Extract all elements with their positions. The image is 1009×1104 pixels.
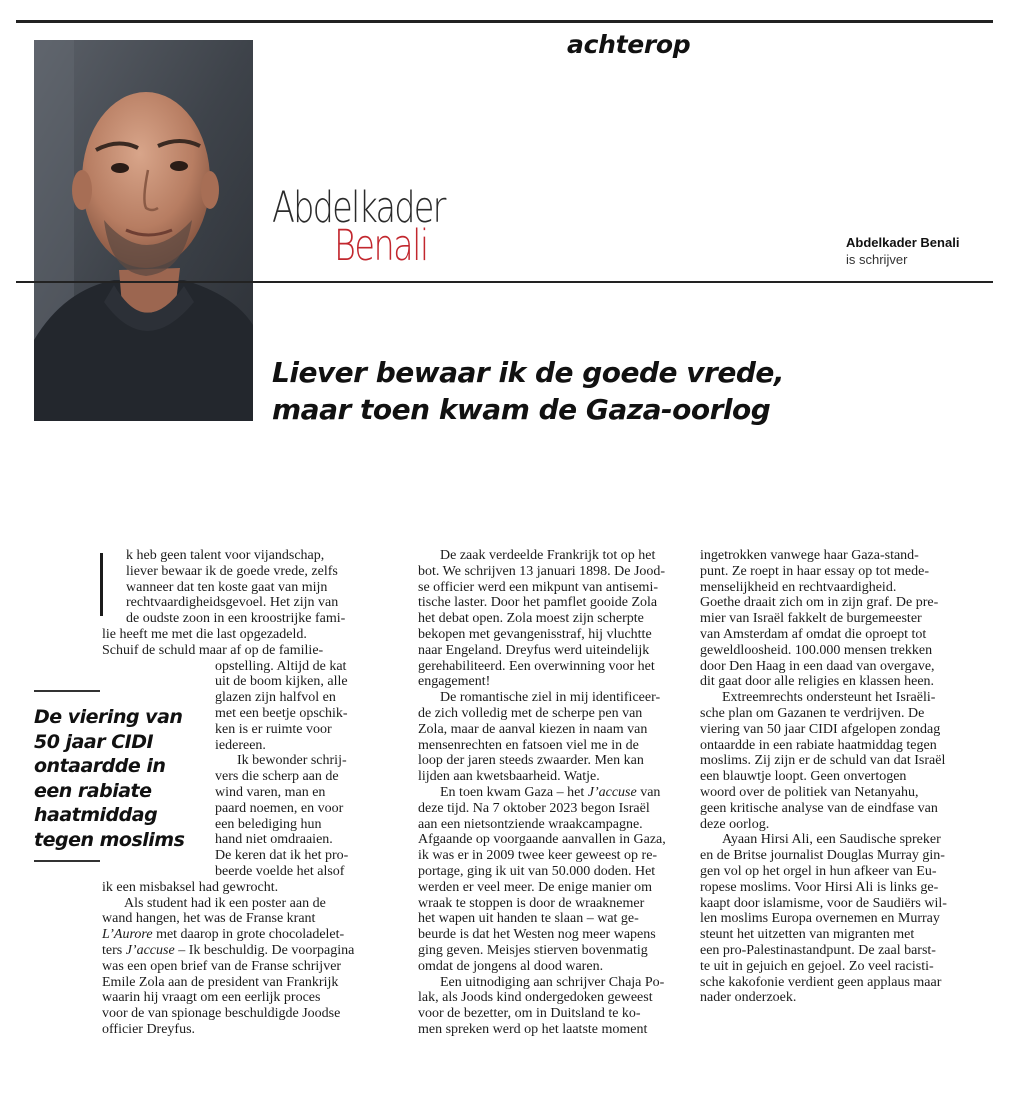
body-line: punt. Ze roept in haar essay op tot mede- <box>700 563 929 579</box>
body-line: opstelling. Altijd de kat <box>215 658 347 674</box>
body-line: vers die scherp aan de <box>215 769 339 785</box>
body-line: menselijkheid en rechtvaardigheid. <box>700 579 897 595</box>
body-line: het debat open. Zola moest zijn scherpte <box>418 611 644 627</box>
header-rule <box>16 281 993 283</box>
headline-line-1: Liever bewaar ik de goede vrede, <box>272 356 784 389</box>
body-line: officier Dreyfus. <box>102 1021 196 1037</box>
body-line: loop der jaren steeds zwaarder. Men kan <box>418 753 644 769</box>
pull-quote-line: haatmiddag <box>34 804 158 826</box>
headline <box>272 354 784 428</box>
pull-quote-line: een rabiate <box>34 779 152 802</box>
body-line: Afgaande op voorgaande aanvallen in Gaza, <box>418 832 666 848</box>
body-line: dit gaat door alle religies en klassen heen. <box>700 674 935 690</box>
body-line: ropese moslims. Voor Hirsi Ali is links ge- <box>700 879 939 895</box>
body-line: sche plan om Gazanen te verdrijven. De <box>700 705 925 721</box>
body-line: liever bewaar ik de goede vrede, zelfs <box>126 563 338 579</box>
body-line: deze oorlog. <box>700 816 770 832</box>
body-line: Goethe draait zich om in zijn graf. De pre- <box>700 595 939 611</box>
body-line: paard noemen, en voor <box>215 800 344 816</box>
pull-quote-rule-top <box>34 690 100 692</box>
body-line: omdat de jongens al dood waren. <box>418 958 604 974</box>
body-line: Als student had ik een poster aan de <box>124 895 326 911</box>
body-line: waarin hij vraagt om een eerlijk proces <box>102 990 321 1006</box>
body-line: lijden aan kwetsbaarheid. Watje. <box>418 769 600 785</box>
author-photo <box>34 40 253 421</box>
author-last-name: Benali <box>334 221 428 271</box>
body-line: ontaardde in een rabiate haatmiddag tegen <box>700 737 937 753</box>
body-line: len moslims Europa overnemen en Murray <box>700 911 940 927</box>
body-line: se officier werd een mikpunt van antisemi- <box>418 579 658 595</box>
top-rule <box>16 20 993 23</box>
body-line: een belediging hun <box>215 816 322 832</box>
body-line: ik een misbaksel had gewrocht. <box>102 879 279 895</box>
body-line: voor de van spionage beschuldigde Joodse <box>102 1006 341 1022</box>
pull-quote <box>34 690 202 862</box>
body-line: wind varen, man en <box>215 784 326 800</box>
body-line: lak, als Joods kind ondergedoken geweest <box>418 990 653 1006</box>
body-line: wand hangen, het was de Franse krant <box>102 911 316 927</box>
body-line: een blauwtje loopt. Geen onvertogen <box>700 769 907 785</box>
article-column-3 <box>700 548 982 1006</box>
body-line: ken is er ruimte voor <box>215 721 332 737</box>
body-line: gen vol op het orgel in hun afkeer van Eu- <box>700 863 937 879</box>
body-line: de oudste zoon in een kroostrijke fami- <box>126 611 346 627</box>
body-line: k heb geen talent voor vijandschap, <box>126 548 325 563</box>
body-line: naar Engeland. Dreyfus werd uiteindelijk <box>418 642 650 658</box>
body-line: L’Aurore met daarop in grote chocoladelet- <box>102 927 345 943</box>
pull-quote-line: ontaardde in <box>34 755 166 777</box>
article-column-2 <box>418 548 676 1038</box>
body-line: de zich volledig met de scherpe pen van <box>418 705 643 721</box>
body-line: iedereen. <box>215 737 266 753</box>
body-line: te uit in gejuich en gejoel. Zo veel racisti- <box>700 958 934 974</box>
section-label: achterop <box>567 30 691 59</box>
body-line: deze tijd. Na 7 oktober 2023 begon Israël <box>418 800 650 816</box>
body-line: De keren dat ik het pro- <box>215 848 349 864</box>
body-line: gerehabiliteerd. Een overwinning voor het <box>418 658 655 674</box>
author-first-name: Abdelkader <box>272 183 445 233</box>
body-line: tische laster. Door het pamflet gooide Zola <box>418 595 658 611</box>
body-line: glazen zijn halfvol en <box>215 690 336 706</box>
body-line: lie heeft me met die last opgezadeld. <box>102 626 307 642</box>
body-line: wanneer dat ten koste gaat van mijn <box>126 579 328 595</box>
body-line: Zola, maar de aanval kiezen in naam van <box>418 721 648 737</box>
body-line: geweldloosheid. 100.000 mensen trekken <box>700 642 933 658</box>
body-line: met een beetje opschik- <box>215 705 348 721</box>
body-line: portage, ging ik uit van 50.000 doden. Het <box>418 863 656 879</box>
body-line: men spreken werd op het laatste moment <box>418 1021 648 1037</box>
body-line: De zaak verdeelde Frankrijk tot op het <box>440 548 656 563</box>
author-name-display <box>272 183 493 271</box>
body-line: kaapt door islamisme, voor de Saudiërs wil- <box>700 895 947 911</box>
body-line: aan een nietsontziende wraakcampagne. <box>418 816 643 832</box>
body-line: ging geven. Meisjes stierven bovenmatig <box>418 942 648 958</box>
body-line: bekopen met gevangenisstraf, hij vluchtte <box>418 626 652 642</box>
body-line: Extreemrechts ondersteunt het Israëli- <box>722 690 936 706</box>
pull-quote-text <box>34 705 202 852</box>
body-line: het wapen uit handen te slaan – wat ge- <box>418 911 639 927</box>
body-line: beurde is dat het Westen nog meer wapens <box>418 927 656 943</box>
body-line: viering van 50 jaar CIDI afgelopen zondag <box>700 721 941 737</box>
pull-quote-line: De viering van <box>34 706 183 728</box>
body-line: Ayaan Hirsi Ali, een Saudische spreker <box>722 832 941 848</box>
body-line: moslims. Zij zijn er de schuld van dat Israël <box>700 753 946 769</box>
headline-line-2: maar toen kwam de Gaza-oorlog <box>272 393 771 426</box>
body-line: wraak te stoppen is door de wraaknemer <box>418 895 645 911</box>
byline-role: is schrijver <box>846 252 908 267</box>
body-line: engagement! <box>418 674 491 690</box>
body-line: Schuif de schuld maar af op de familie- <box>102 642 324 658</box>
body-line: De romantische ziel in mij identificeer- <box>440 690 661 706</box>
body-line: geen kritische analyse van de eindfase van <box>700 800 938 816</box>
body-line: mier van Israël fakkelt de burgemeester <box>700 611 922 627</box>
body-line: mensenrechten en fatsoen viel me in de <box>418 737 639 753</box>
body-line: sche kakofonie verdient geen applaus maar <box>700 974 942 990</box>
pull-quote-rule-bottom <box>34 860 100 862</box>
body-line: door Den Haag in een daad van overgave, <box>700 658 935 674</box>
body-line: ik was er in 2009 twee keer geweest op re- <box>418 848 658 864</box>
body-line: een pro-Palestinastandpunt. De zaal barst- <box>700 942 936 958</box>
pull-quote-line: tegen moslims <box>34 828 185 851</box>
body-line: Emile Zola aan de president van Frankrijk <box>102 974 339 990</box>
body-line: werden er veel meer. De enige manier om <box>418 879 653 895</box>
body-line: voor de bezetter, om in Duitsland te ko- <box>418 1006 641 1022</box>
body-line: ingetrokken vanwege haar Gaza-stand- <box>700 548 919 563</box>
body-line: Ik bewonder schrij- <box>237 753 347 769</box>
body-line: woord over de politiek van Netanyahu, <box>700 784 919 800</box>
body-line: steunt het uitzetten van migranten met <box>700 927 915 943</box>
body-line: bot. We schrijven 13 januari 1898. De Jood- <box>418 563 666 579</box>
body-line: Een uitnodiging aan schrijver Chaja Po- <box>440 974 665 990</box>
body-line: was een open brief van de Franse schrijver <box>102 958 342 974</box>
body-line: ters J’accuse – Ik beschuldig. De voorpagina <box>102 942 355 958</box>
body-line: nader onderzoek. <box>700 990 797 1006</box>
body-line: hand niet omdraaien. <box>215 832 333 848</box>
body-line: van Amsterdam af omdat die oproept tot <box>700 626 927 642</box>
body-line: uit de boom kijken, alle <box>215 674 348 690</box>
body-line: rechtvaardigheidsgevoel. Het zijn van <box>126 595 339 611</box>
byline-name: Abdelkader Benali <box>846 235 960 250</box>
body-line: En toen kwam Gaza – het J’accuse van <box>440 784 661 800</box>
body-line: en de Britse journalist Douglas Murray gin- <box>700 848 945 864</box>
pull-quote-line: 50 jaar CIDI <box>34 730 154 753</box>
byline <box>846 234 959 268</box>
body-line: beerde voelde het alsof <box>215 863 345 879</box>
